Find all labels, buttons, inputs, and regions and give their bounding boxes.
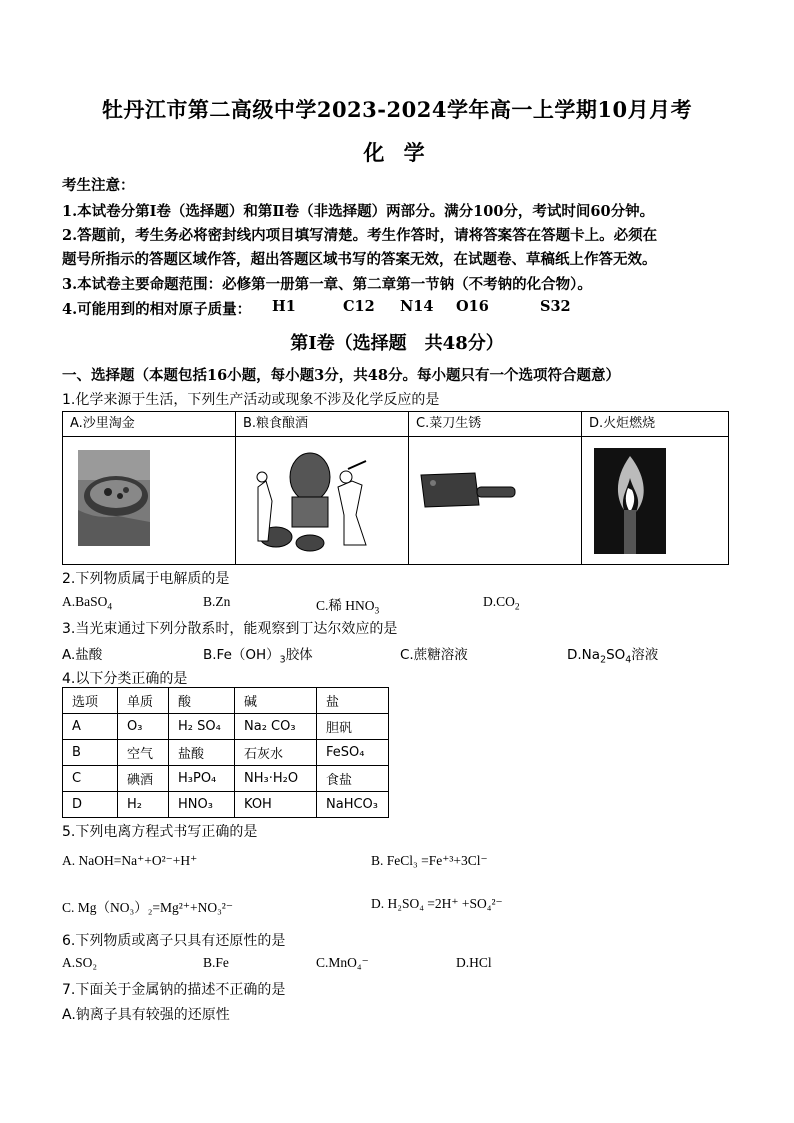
q2-option-a: A.BaSO$_4$: [62, 594, 113, 613]
q1-options-table: [62, 411, 729, 565]
header-cell: 盐: [317, 688, 389, 714]
q5-stem: 5.下列电离方程式书写正确的是: [62, 824, 258, 840]
q1-image-cell-a: [63, 437, 236, 565]
q1-option-d: D.火炬燃烧: [582, 412, 729, 437]
torch-image: [594, 448, 666, 554]
q2-stem: 2.下列物质属于电解质的是: [62, 571, 230, 587]
rusty-knife-image: [419, 471, 519, 521]
q1-option-a: A.沙里淘金: [63, 412, 236, 437]
table-cell: B: [63, 740, 118, 766]
table-cell: FeSO₄: [317, 740, 389, 766]
header-cell: 碱: [235, 688, 317, 714]
table-cell: 碘酒: [118, 766, 169, 792]
table-cell: Na₂ CO₃: [235, 714, 317, 740]
q1-image-cell-b: [236, 437, 409, 565]
table-row: [63, 714, 389, 740]
q6-option-d: D.HCl: [456, 955, 492, 970]
table-cell: D: [63, 792, 118, 818]
q1-option-c: C.菜刀生锈: [409, 412, 582, 437]
table-cell: H₃PO₄: [169, 766, 235, 792]
note-2b: 题号所指示的答题区域作答，超出答题区域书写的答案无效，在试题卷、草稿纸上作答无效。: [62, 251, 657, 268]
q3-option-d: $D.Na_2SO_4$溶液: [567, 647, 659, 666]
table-cell: A: [63, 714, 118, 740]
q5-option-c: C. Mg（NO₃）₂=Mg²⁺+NO₃²⁻: [62, 900, 233, 915]
table-header-row: [63, 688, 389, 714]
mass-n: N14: [400, 298, 434, 315]
table-cell: 食盐: [317, 766, 389, 792]
header-cell: 选项: [63, 688, 118, 714]
table-row: [63, 740, 389, 766]
part-1-heading: 一、选择题（本题包括16小题，每小题3分，共48分。每小题只有一个选项符合题意）: [62, 367, 620, 384]
table-cell: H₂ SO₄: [169, 714, 235, 740]
table-cell: O₃: [118, 714, 169, 740]
q7-stem: 7.下面关于金属钠的描述不正确的是: [62, 982, 286, 998]
exam-title: 牡丹江市第二高级中学2023-2024学年高一上学期10月月考: [101, 97, 693, 122]
table-row: [63, 792, 389, 818]
q4-stem: 4.以下分类正确的是: [62, 671, 188, 687]
q1-option-b: B.粮食酿酒: [236, 412, 409, 437]
note-3: 3.本试卷主要命题范围：必修第一册第一章、第二章第一节钠（不考钠的化合物）。: [62, 276, 592, 293]
subject-title: 化 学: [363, 140, 431, 165]
mass-c: C12: [343, 298, 375, 315]
table-cell: 胆矾: [317, 714, 389, 740]
q1-image-cell-d: [582, 437, 729, 565]
q1-image-cell-c: [409, 437, 582, 565]
q7-option-a: A.钠离子具有较强的还原性: [62, 1007, 230, 1023]
mass-s: S32: [540, 298, 571, 315]
table-row: [63, 766, 389, 792]
table-cell: 石灰水: [235, 740, 317, 766]
q5-option-d: D. H₂SO₄ =2H⁺ +SO₄²⁻: [371, 896, 503, 911]
q4-classification-table: [62, 687, 389, 818]
q5-option-b: B. FeCl₃ =Fe⁺³+3Cl⁻: [371, 853, 488, 868]
q6-option-c: C.MnO₄⁻: [316, 955, 369, 970]
note-4-label: 4.可能用到的相对原子质量：: [62, 301, 252, 318]
table-cell: 空气: [118, 740, 169, 766]
mass-h: H1: [272, 298, 296, 315]
table-cell: HNO₃: [169, 792, 235, 818]
q3-option-b: $B.Fe(OH)_3$胶体: [203, 647, 313, 666]
q2-option-b: B.Zn: [203, 594, 231, 609]
note-2a: 2.答题前，考生务必将密封线内项目填写清楚。考生作答时，请将答案答在答题卡上。必须在: [62, 227, 658, 244]
q3-option-c: C.蔗糖溶液: [400, 647, 468, 663]
q6-stem: 6.下列物质或离子只具有还原性的是: [62, 933, 286, 949]
mass-o: O16: [456, 298, 489, 315]
q5-option-a: A. NaOH=Na⁺+O²⁻+H⁺: [62, 853, 198, 868]
q6-option-a: A.SO₂: [62, 955, 98, 970]
table-cell: H₂: [118, 792, 169, 818]
note-1: 1.本试卷分第Ⅰ卷（选择题）和第Ⅱ卷（非选择题）两部分。满分100分，考试时间60分钟。: [62, 203, 655, 220]
section-title: 第Ⅰ卷（选择题 共48分）: [290, 333, 504, 354]
table-cell: NaHCO₃: [317, 792, 389, 818]
table-cell: NH₃·H₂O: [235, 766, 317, 792]
header-cell: 酸: [169, 688, 235, 714]
q1-stem: 1.化学来源于生活，下列生产活动或现象不涉及化学反应的是: [62, 392, 440, 408]
header-cell: 单质: [118, 688, 169, 714]
q3-stem: 3.当光束通过下列分散系时，能观察到丁达尔效应的是: [62, 621, 398, 637]
q3-option-a: A.盐酸: [62, 647, 103, 663]
table-cell: KOH: [235, 792, 317, 818]
q2-option-c: C.稀 $HNO_3$: [316, 598, 380, 617]
brewing-image: [248, 447, 368, 552]
table-cell: 盐酸: [169, 740, 235, 766]
q2-option-d: $D.CO_2$: [483, 594, 520, 613]
q6-option-b: B.Fe: [203, 955, 229, 970]
notes-heading: 考生注意：: [62, 177, 135, 194]
table-cell: C: [63, 766, 118, 792]
gold-panning-image: [78, 450, 150, 546]
